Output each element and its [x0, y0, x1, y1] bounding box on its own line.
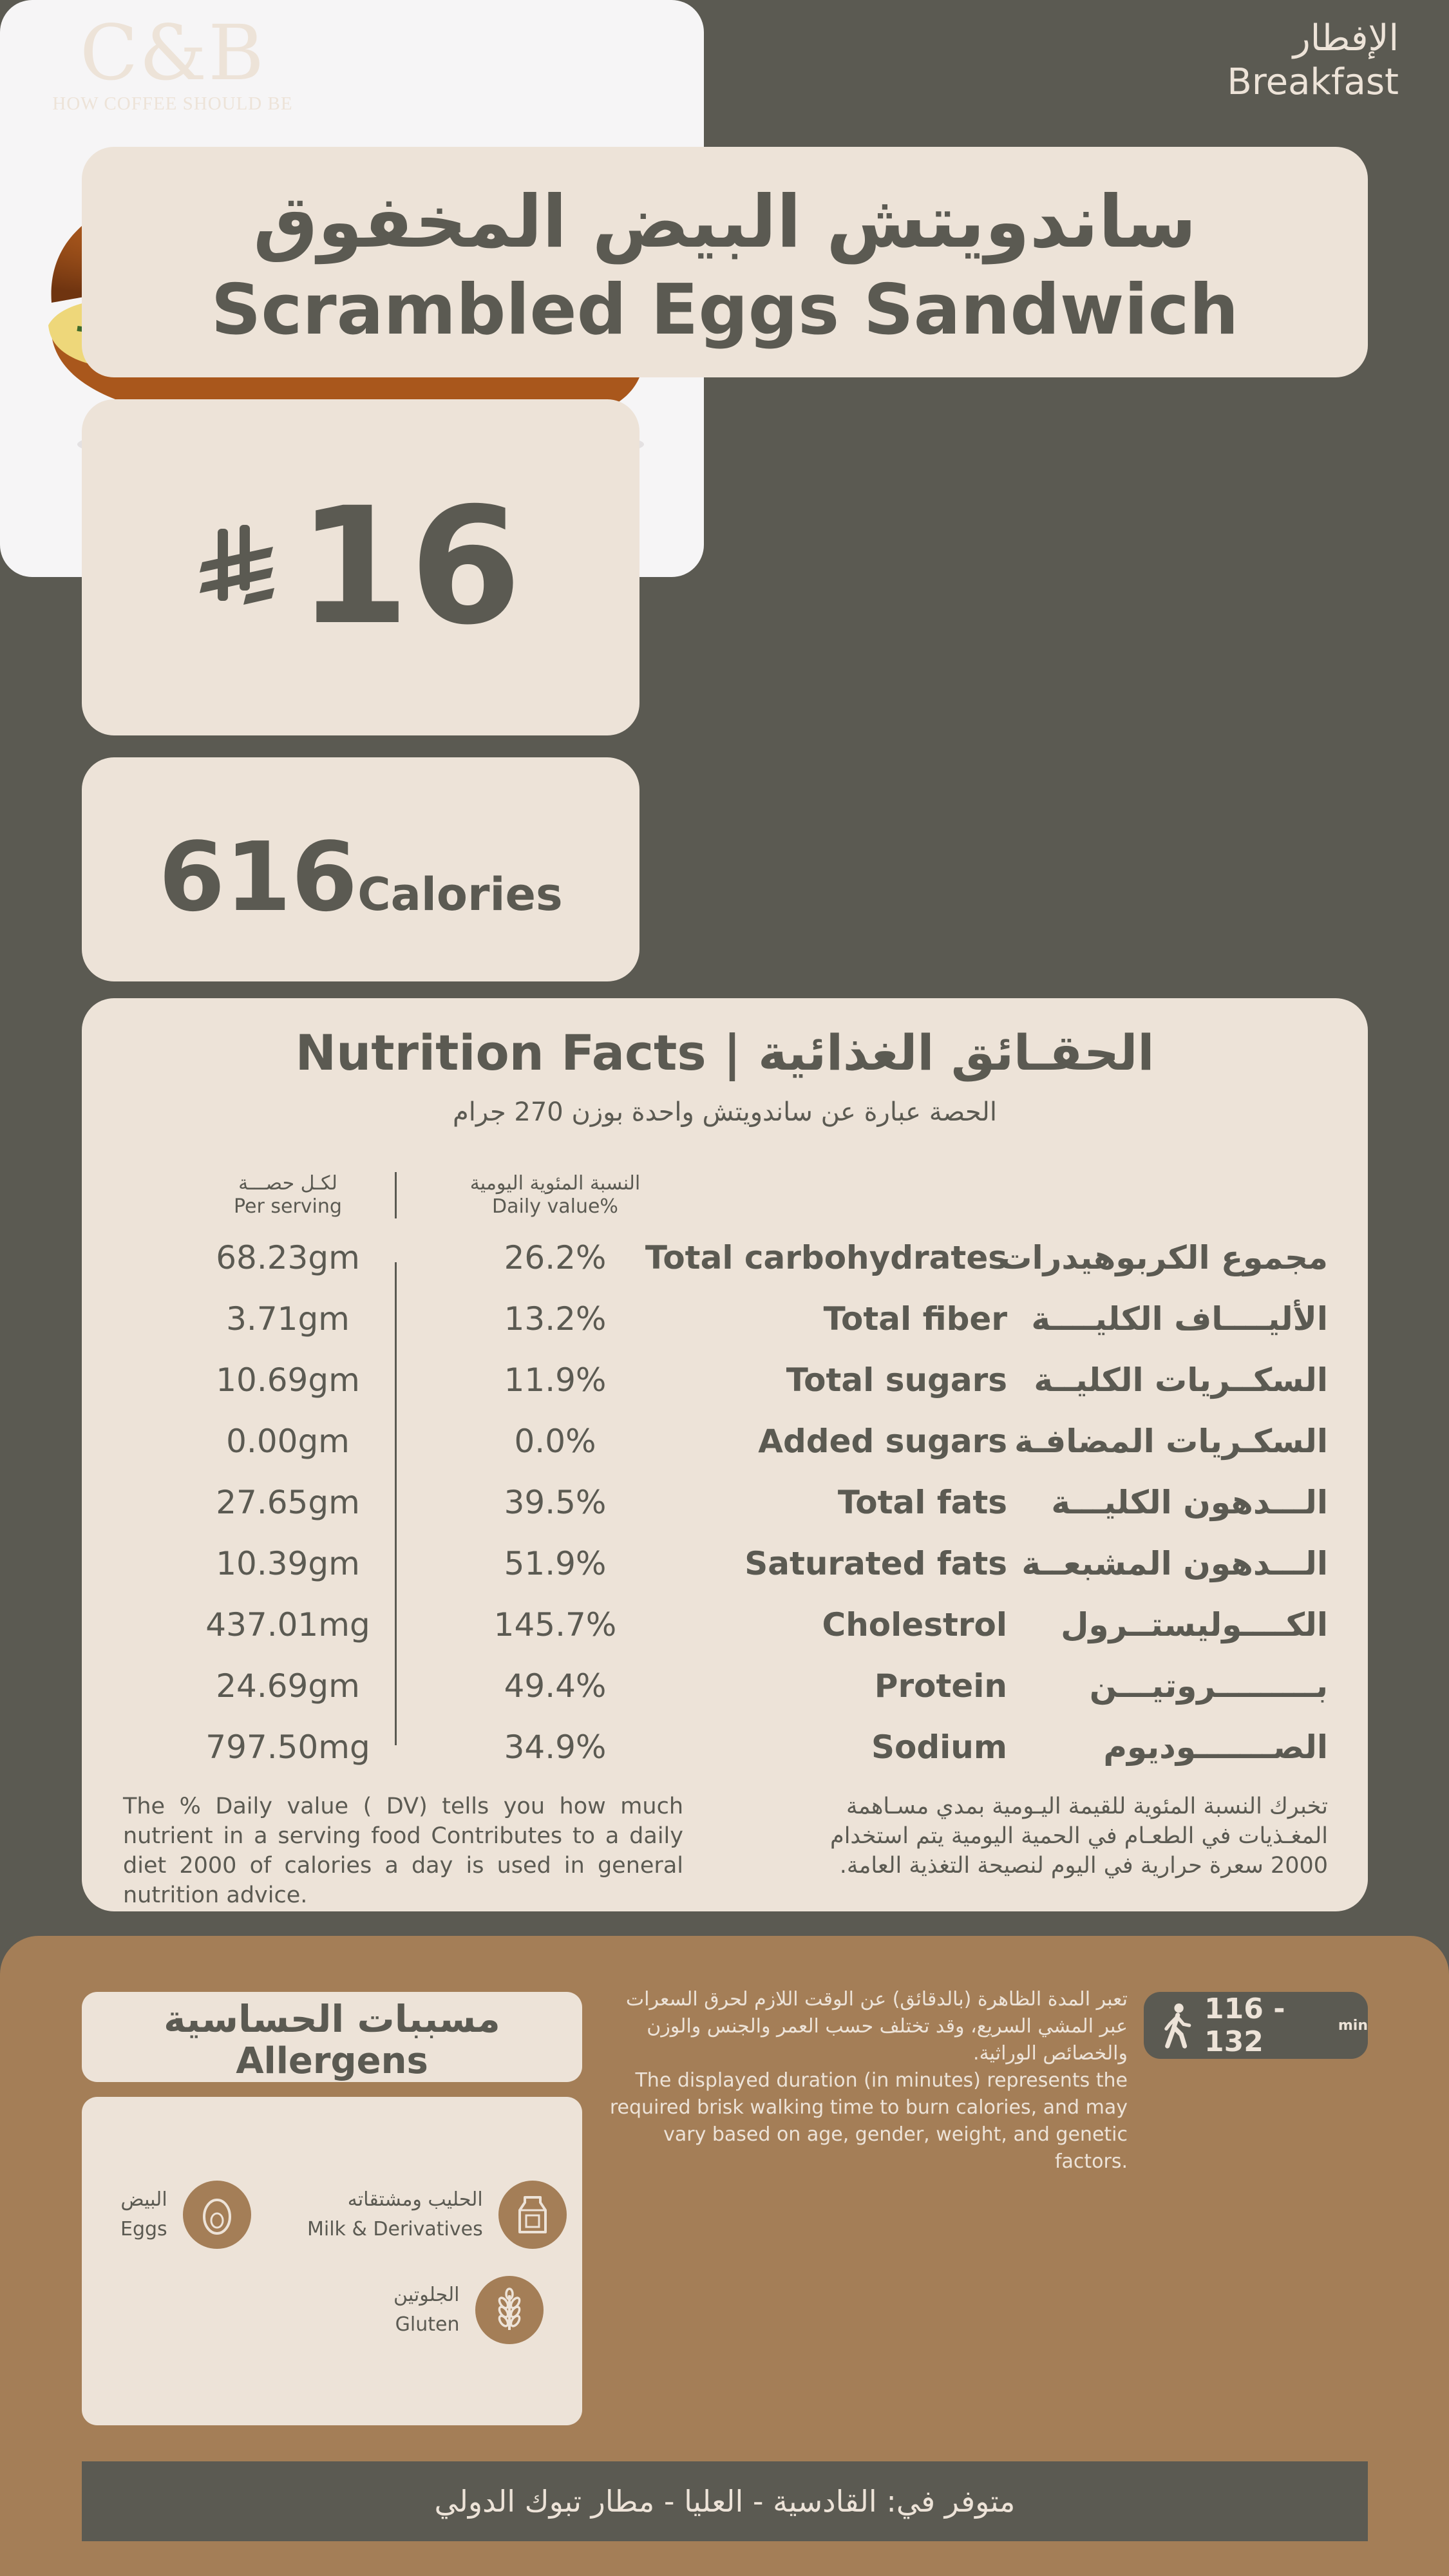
- daily-value-header-ar: النسبة المئوية اليومية: [469, 1172, 641, 1195]
- saudi-riyal-icon: [200, 525, 276, 609]
- walking-person-icon: [1160, 2000, 1193, 2051]
- nutrient-name-ar: الـــدهون الكليـــة: [1051, 1484, 1328, 1521]
- calories-card: [82, 757, 639, 981]
- allergen-name-ar: البيض: [120, 2188, 167, 2211]
- nutrient-name-en: Total fats: [837, 1484, 1007, 1521]
- meal-category-en: Breakfast: [1227, 61, 1399, 103]
- per-serving-value: 68.23gm: [216, 1239, 360, 1276]
- walking-time-badge: [1144, 1992, 1368, 2059]
- per-serving-value: 24.69gm: [216, 1667, 360, 1705]
- calories-value: 616: [158, 822, 358, 933]
- nutrient-name-en: Total sugars: [786, 1361, 1007, 1399]
- daily-value-note-en: The % Daily value ( DV) tells you how much nutrient in a serving food Contributes to a daily diet 2000 of calories a day is used in general nutrition advice.: [123, 1794, 683, 1908]
- allergen-item-milk: [307, 2181, 567, 2249]
- daily-value: 49.4%: [504, 1667, 607, 1705]
- daily-value: 13.2%: [504, 1300, 607, 1338]
- allergen-name-en: Eggs: [120, 2218, 167, 2240]
- product-title-ar: ساندويتش البيض المخفوق: [253, 180, 1197, 264]
- wheat-icon: [475, 2276, 544, 2344]
- daily-value: 26.2%: [504, 1239, 607, 1276]
- milk-carton-icon: [498, 2181, 567, 2249]
- walking-explanation-en: The displayed duration (in minutes) represents the required brisk walking time to burn calories, and may vary based on age, gender, weight, and genetic factors.: [609, 2069, 1128, 2173]
- per-serving-value: 0.00gm: [226, 1423, 350, 1460]
- allergen-label: [307, 2185, 483, 2244]
- per-serving-value: 3.71gm: [226, 1300, 350, 1338]
- per-serving-value: 437.01mg: [205, 1606, 370, 1643]
- daily-value: 39.5%: [504, 1484, 607, 1521]
- nutrient-name-en: Protein: [874, 1667, 1007, 1705]
- nutrient-name-en: Total fiber: [823, 1300, 1007, 1338]
- nutrient-name-en: Sodium: [871, 1728, 1007, 1766]
- nutrition-facts-card: [82, 998, 1368, 1911]
- nutrient-name-ar: الكــــوليستــرول: [1061, 1606, 1328, 1643]
- nutrient-name-ar: الأليــــاف الكليــــة: [1031, 1300, 1328, 1338]
- nutrient-name-en: Added sugars: [758, 1423, 1007, 1460]
- logo-mark: C&B: [79, 8, 266, 97]
- allergen-name-en: Gluten: [395, 2313, 460, 2336]
- walking-explanation-ar: تعبر المدة الظاهرة (بالدقائق) عن الوقت اللازم لحرق السعرات عبر المشي السريع، وقد تختلف حسب العمر والجنس والوزن والخصائص الوراثية.: [625, 1988, 1128, 2065]
- allergens-title-ar: مسببات الحساسية: [164, 1997, 500, 2041]
- nutrition-subtitle: الحصة عبارة عن ساندويتش واحدة بوزن 270 جرام: [453, 1097, 997, 1127]
- allergen-item-gluten: [393, 2276, 544, 2344]
- daily-value-note-ar: تخبرك النسبة المئوية للقيمة اليـومية بمدي مسـاهمة المغـذيات في الطعـام في الحمية اليومية يتم استخدام 2000 سعرة حرارية في اليوم لنصيحة التغذية العامة.: [830, 1794, 1328, 1879]
- price-value: 16: [298, 473, 522, 660]
- allergens-list: [82, 2097, 582, 2425]
- nutrient-name-ar: السكـريات المضافـة: [1014, 1423, 1328, 1460]
- daily-value: 34.9%: [504, 1728, 607, 1766]
- allergen-label: [120, 2185, 167, 2244]
- nutrient-name-en: Cholestrol: [822, 1606, 1007, 1643]
- nutrition-title: Nutrition Facts | الحقـائق الغذائية: [295, 1024, 1155, 1081]
- nutrient-row: [82, 1227, 1368, 1289]
- nutrient-name-ar: الـــدهون المشبعــة: [1021, 1545, 1328, 1582]
- per-serving-value: 797.50mg: [205, 1728, 370, 1766]
- meal-category: [1227, 15, 1399, 103]
- per-serving-value: 10.39gm: [216, 1545, 360, 1582]
- egg-icon: [183, 2181, 251, 2249]
- logo-tagline: HOW COFFEE SHOULD BE: [52, 93, 293, 114]
- nutrient-name-en: Total carbohydrates: [645, 1239, 1007, 1276]
- nutrient-name-ar: الصـــــــوديوم: [1103, 1728, 1328, 1766]
- daily-value: 0.0%: [514, 1423, 596, 1460]
- allergen-name-ar: الجلوتين: [393, 2284, 460, 2306]
- walking-time-unit: min: [1338, 2017, 1368, 2034]
- allergen-name-ar: الحليب ومشتقاته: [347, 2188, 483, 2211]
- nutrient-row: [82, 1595, 1368, 1656]
- product-title-card: [82, 147, 1368, 377]
- nutrient-row: [82, 1717, 1368, 1778]
- nutrient-name-ar: مجموع الكربوهيدرات: [999, 1239, 1328, 1276]
- daily-value: 145.7%: [493, 1606, 617, 1643]
- daily-value: 11.9%: [504, 1361, 607, 1399]
- nutrient-name-en: Saturated fats: [744, 1545, 1007, 1582]
- nutrient-row: [82, 1350, 1368, 1411]
- walking-time-value: 116 - 132: [1204, 1993, 1285, 2058]
- nutrient-row: [82, 1533, 1368, 1595]
- nutrient-name-ar: السكــريات الكليــة: [1034, 1361, 1328, 1399]
- walking-explanation: [602, 1986, 1128, 2175]
- meal-category-ar: الإفطار: [1293, 17, 1399, 59]
- nutrient-name-ar: بـــــــــروتيـــن: [1089, 1667, 1328, 1705]
- allergen-name-en: Milk & Derivatives: [307, 2218, 483, 2240]
- allergens-title-card: [82, 1992, 582, 2082]
- price: [82, 473, 639, 660]
- allergens-title-en: Allergens: [236, 2040, 428, 2082]
- allergen-item-eggs: [120, 2181, 251, 2249]
- allergen-label: [393, 2280, 460, 2340]
- price-card: [82, 399, 639, 735]
- daily-value-header-en: Daily value%: [492, 1195, 618, 1218]
- daily-value: 51.9%: [504, 1545, 607, 1582]
- nutrient-row: [82, 1289, 1368, 1350]
- nutrient-row: [82, 1656, 1368, 1717]
- per-serving-value: 27.65gm: [216, 1484, 360, 1521]
- nutrient-row: [82, 1472, 1368, 1533]
- product-title-en: Scrambled Eggs Sandwich: [211, 270, 1239, 350]
- brand-logo: [50, 8, 295, 114]
- calories: [82, 822, 639, 933]
- nutrition-rows: [82, 998, 1368, 1911]
- availability-bar: متوفر في: القادسية - العليا - مطار تبوك الدولي: [82, 2461, 1368, 2541]
- per-serving-value: 10.69gm: [216, 1361, 360, 1399]
- per-serving-header-ar: لكـل حصـــة: [238, 1172, 337, 1195]
- per-serving-header-en: Per serving: [234, 1195, 342, 1218]
- calories-label: Calories: [357, 868, 563, 921]
- nutrient-row: [82, 1411, 1368, 1472]
